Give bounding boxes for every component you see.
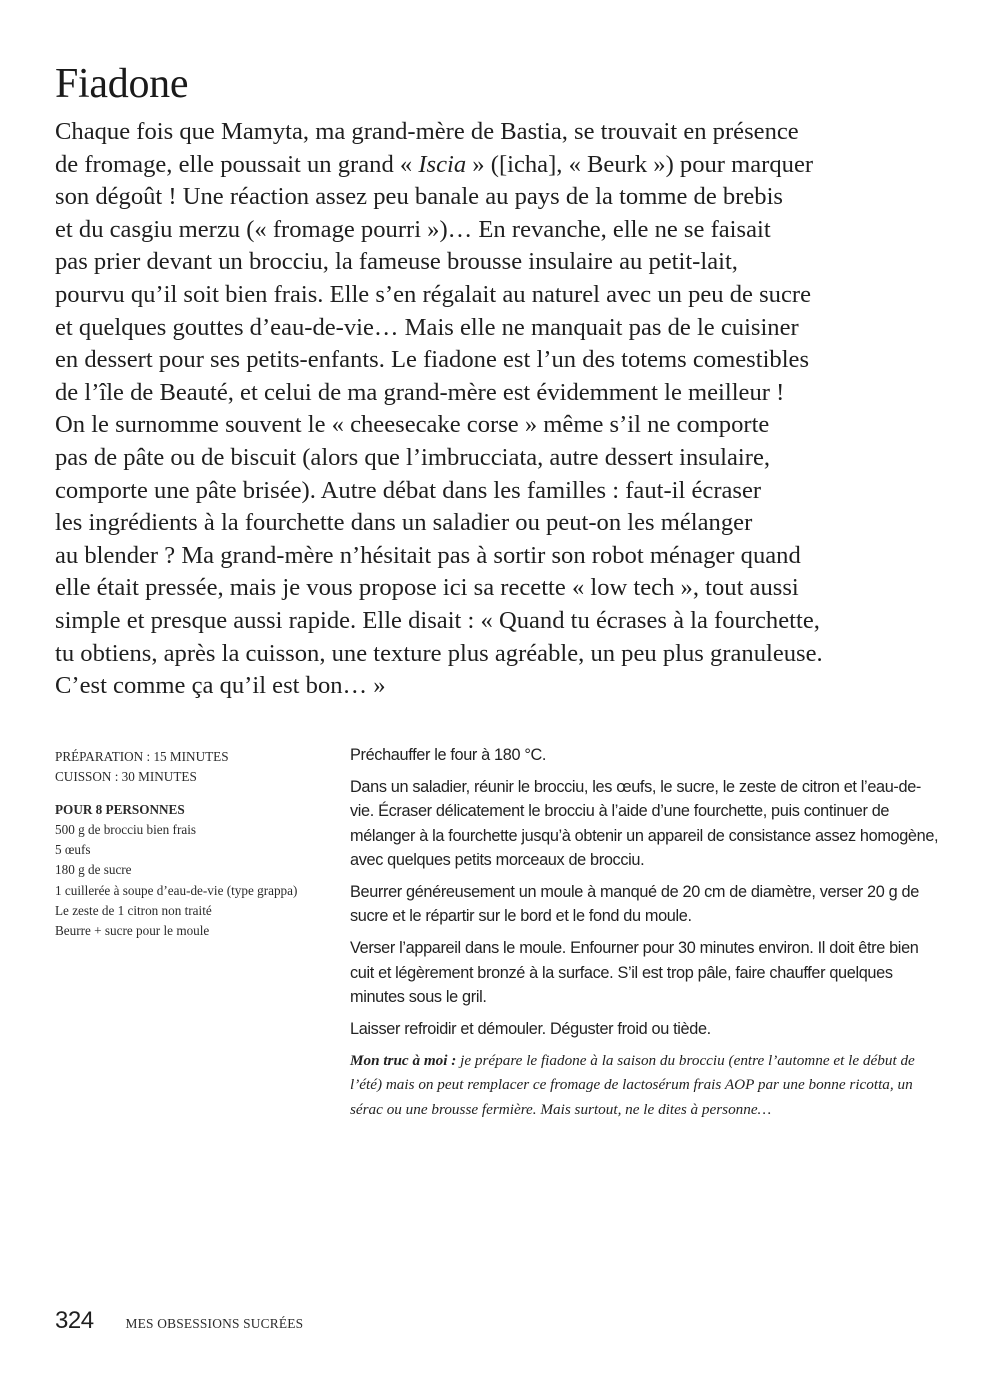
intro-line: pourvu qu’il soit bien frais. Elle s’en régalait au naturel avec un peu de sucre — [55, 280, 811, 308]
recipe-meta — [55, 747, 335, 942]
step-prepare-mold: Beurrer généreusement un moule à manqué de 20 cm de diamètre, verser 20 g de sucre et le répartir sur le bord et le fond du moule. — [350, 883, 919, 926]
ingredient-item: 5 œufs — [55, 842, 91, 858]
intro-line: pas de pâte ou de biscuit (alors que l’imbrucciata, autre dessert insulaire, — [55, 443, 771, 471]
cooking-time: CUISSON : 30 MINUTES — [55, 769, 197, 785]
author-tip — [350, 1049, 940, 1122]
step-preheat: Préchauffer le four à 180 °C. — [350, 746, 547, 764]
intro-line: au blender ? Ma grand-mère n’hésitait pas à sortir son robot ménager quand — [55, 541, 801, 569]
intro-line: pas prier devant un brocciu, la fameuse brousse insulaire au petit-lait, — [55, 248, 738, 276]
intro-line: tu obtiens, après la cuisson, une texture plus agréable, un peu plus granuleuse. — [55, 639, 823, 667]
intro-line: elle était pressée, mais je vous propose ici sa recette « low tech », tout aussi — [55, 574, 799, 602]
page-footer — [55, 1307, 303, 1337]
intro-line: de fromage, elle poussait un grand « Iscia » ([icha], « Beurk ») pour marquer — [55, 150, 814, 178]
ingredient-item: 180 g de sucre — [55, 862, 132, 878]
intro-line: et quelques gouttes d’eau-de-vie… Mais elle ne manquait pas de le cuisiner — [55, 313, 799, 341]
intro-line: simple et presque aussi rapide. Elle disait : « Quand tu écrases à la fourchette, — [55, 606, 820, 634]
intro-line: On le surnomme souvent le « cheesecake corse » même s’il ne comporte — [55, 411, 770, 439]
intro-line: comporte une pâte brisée). Autre débat dans les familles : faut-il écraser — [55, 476, 762, 504]
step-serve: Laisser refroidir et démouler. Déguster froid ou tiède. — [350, 1020, 711, 1039]
ingredient-item: Beurre + sucre pour le moule — [55, 923, 210, 939]
tip-text: je prépare le fiadone à la saison du brocciu (entre l’automne et le début de l’été) mais on peut remplacer ce fromage de lactosérum frais AOP par une bonne ricotta, un sérac ou une brousse fermière. Mais surtout, ne le dites à personne… — [350, 1052, 915, 1118]
running-head: MES OBSESSIONS SUCRÉES — [125, 1316, 304, 1331]
intro-line: en dessert pour ses petits-enfants. Le fiadone est l’un des totems comestibles — [55, 346, 810, 374]
intro-line: les ingrédients à la fourchette dans un saladier ou peut-on les mélanger — [55, 509, 753, 537]
step-bake: Verser l’appareil dans le moule. Enfourner pour 30 minutes environ. Il doit être bien cuit et légèrement bronzé à la surface. S’il est trop pâle, faire chauffer quelques minutes sous le gril. — [350, 939, 919, 1006]
ingredient-item: Le zeste de 1 citron non traité — [55, 903, 212, 919]
intro-line: de l’île de Beauté, et celui de ma grand-mère est évidemment le meilleur ! — [55, 378, 785, 406]
preparation-time: PRÉPARATION : 15 MINUTES — [55, 749, 229, 764]
recipe-steps — [350, 743, 940, 1130]
intro-line: et du casgiu merzu (« fromage pourri »)… En revanche, elle ne se faisait — [55, 215, 771, 243]
intro-line: Chaque fois que Mamyta, ma grand-mère de Bastia, se trouvait en présence — [55, 118, 799, 145]
page-number: 324 — [55, 1307, 94, 1334]
intro-line: son dégoût ! Une réaction assez peu banale au pays de la tomme de brebis — [55, 183, 783, 211]
servings-heading: POUR 8 PERSONNES — [55, 801, 185, 817]
tip-label: Mon truc à moi : — [350, 1052, 457, 1070]
iscia-term: Iscia — [418, 150, 467, 178]
ingredient-item: 500 g de brocciu bien frais — [55, 821, 196, 837]
timing-info — [55, 747, 335, 788]
recipe-title: Fiadone — [55, 61, 189, 107]
intro-line: C’est comme ça qu’il est bon… » — [55, 672, 386, 700]
ingredient-item: 1 cuillerée à soupe d’eau-de-vie (type grappa) — [55, 882, 298, 898]
ingredients-list — [55, 820, 335, 942]
intro-paragraph — [55, 116, 955, 703]
step-mix: Dans un saladier, réunir le brocciu, les œufs, le sucre, le zeste de citron et l’eau-de-vie. Écraser délicatement le brocciu à l’aide d’une fourchette, puis continuer de mélanger à la fourchette jusqu’à obtenir un appareil de consistance assez homogène, avec quelques petits morceaux de brocciu. — [350, 778, 939, 869]
